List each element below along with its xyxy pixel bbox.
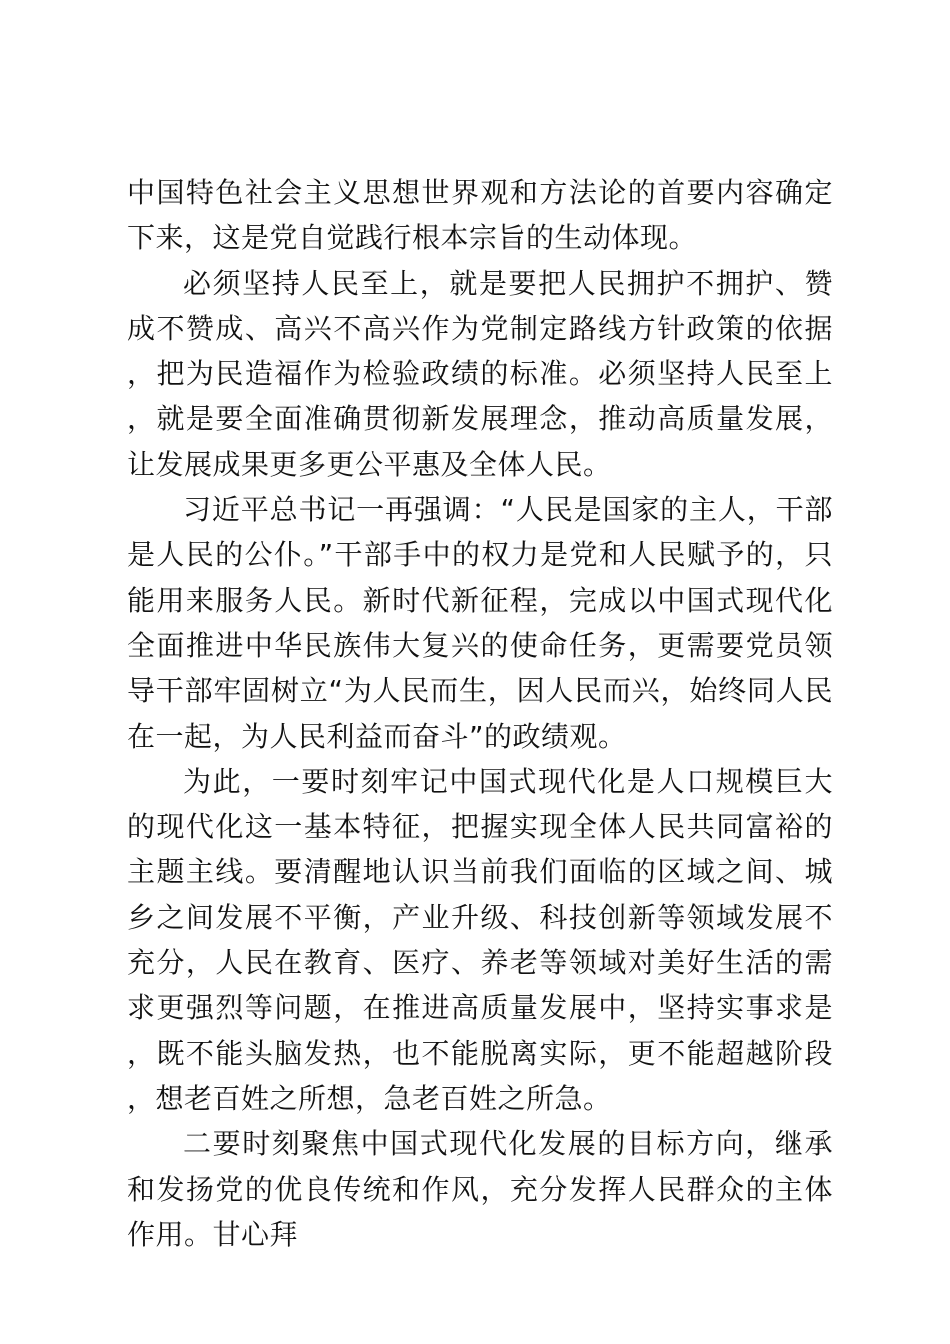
paragraph-3: 习近平总书记一再强调：“人民是国家的主人，干部是人民的公仆。”干部手中的权力是党和人民赋予的，只能用来服务人民。新时代新征程，完成以中国式现代化全面推进中华民族伟大复兴的使命任务，更需要党员领导干部牢固树立“为人民而生，因人民而兴，始终同人民在一起，为人民利益而奋斗”的政绩观。 [127, 493, 833, 753]
document-body [127, 170, 833, 1257]
paragraph-4: 为此，一要时刻牢记中国式现代化是人口规模巨大的现代化这一基本特征，把握实现全体人民共同富裕的主题主线。要清醒地认识当前我们面临的区域之间、城乡之间发展不平衡，产业升级、科技创新等领域发展不充分，人民在教育、医疗、养老等领域对美好生活的需求更强烈等问题，在推进高质量发展中，坚持实事求是，既不能头脑发热，也不能脱离实际，更不能超越阶段，想老百姓之所想，急老百姓之所急。 [127, 764, 833, 1115]
paragraph-1: 中国特色社会主义思想世界观和方法论的首要内容确定下来，这是党自觉践行根本宗旨的生动体现。 [127, 176, 833, 255]
paragraph-5: 二要时刻聚焦中国式现代化发展的目标方向，继承和发扬党的优良传统和作风，充分发挥人民群众的主体作用。甘心拜 [127, 1127, 833, 1251]
paragraph-2: 必须坚持人民至上，就是要把人民拥护不拥护、赞成不赞成、高兴不高兴作为党制定路线方针政策的依据，把为民造福作为检验政绩的标准。必须坚持人民至上，就是要全面准确贯彻新发展理念，推动高质量发展，让发展成果更多更公平惠及全体人民。 [127, 266, 833, 481]
